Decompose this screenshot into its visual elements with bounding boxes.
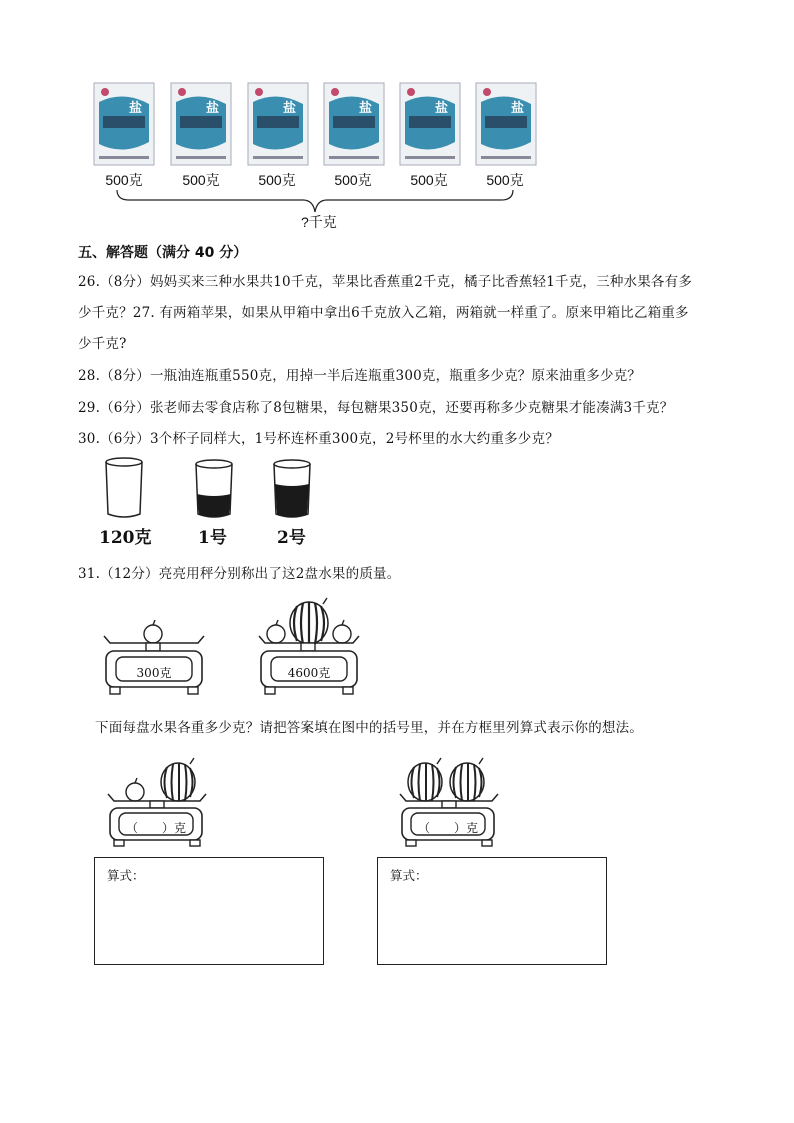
- cup-label: 1号: [198, 528, 227, 548]
- bag-weight-label: 500克: [486, 172, 524, 188]
- apple-icon: [267, 620, 285, 643]
- answer-box[interactable]: [94, 857, 324, 965]
- svg-text:盐: 盐: [359, 101, 373, 116]
- watermelon-icon: [290, 598, 328, 644]
- cup-1-icon: [196, 460, 232, 517]
- section-title: 五、解答题（满分 40 分）: [78, 245, 248, 261]
- apple-icon: [144, 620, 162, 643]
- salt-bag-image: [323, 82, 385, 166]
- salt-bag-image: [93, 82, 155, 166]
- scale-apple-figure: [98, 596, 210, 698]
- answer-box[interactable]: [377, 857, 607, 965]
- question-31-instruction: 下面每盘水果各重多少克？请把答案填在图中的括号里，并在方框里列算式表示你的想法。: [95, 720, 643, 736]
- apple-icon: [333, 620, 351, 643]
- question-28: 28.（8分）一瓶油连瓶重550克，用掉一半后连瓶重300克，瓶重多少克？原来油重多少克？: [78, 368, 642, 384]
- salt-bag-image: [170, 82, 232, 166]
- bag-weight-label: 500克: [105, 172, 143, 188]
- total-weight-label: ?千克: [301, 214, 337, 230]
- svg-text:盐: 盐: [435, 101, 449, 116]
- question-29: 29.（6分）张老师去零食店称了8包糖果，每包糖果350克，还要再称多少克糖果才能凑满3千克？: [78, 400, 674, 416]
- apple-icon: [126, 778, 144, 801]
- salt-bag-image: [247, 82, 309, 166]
- answer-scale-reading: （ ）克: [125, 821, 186, 835]
- question-31: 31.（12分）亮亮用秤分别称出了这2盘水果的质量。: [78, 566, 401, 582]
- svg-text:盐: 盐: [283, 101, 297, 116]
- scale-reading: 4600克: [287, 666, 331, 680]
- cup-label: 120克: [99, 528, 152, 548]
- answer-box-label: 算式：: [390, 868, 428, 883]
- bag-weight-label: 500克: [258, 172, 296, 188]
- watermelon-icon: [450, 758, 484, 801]
- svg-text:盐: 盐: [511, 101, 525, 116]
- question-26-line-1: 26.（8分）妈妈买来三种水果共10千克，苹果比香蕉重2千克，橘子比香蕉轻1千克，三种水果各有多: [78, 274, 693, 290]
- svg-text:盐: 盐: [129, 101, 143, 116]
- salt-bag-image: [399, 82, 461, 166]
- bag-weight-label: 500克: [182, 172, 220, 188]
- question-26-line-2: 少千克？27. 有两箱苹果，如果从甲箱中拿出6千克放入乙箱，两箱就一样重了。原来甲箱比乙箱重多: [78, 305, 689, 321]
- watermelon-icon: [161, 758, 195, 801]
- empty-cup-icon: [106, 458, 142, 517]
- scale-reading: 300克: [136, 666, 172, 680]
- watermelon-icon: [408, 758, 442, 801]
- cup-2-icon: [274, 460, 310, 517]
- bag-weight-label: 500克: [334, 172, 372, 188]
- svg-text:盐: 盐: [206, 101, 220, 116]
- answer-box-label: 算式：: [107, 868, 145, 883]
- question-26-line-3: 少千克?: [78, 336, 127, 352]
- answer-scale-reading: （ ）克: [417, 821, 478, 835]
- scale-watermelon-figure: [253, 596, 365, 698]
- salt-bag-image: [475, 82, 537, 166]
- cup-label: 2号: [277, 528, 306, 548]
- total-brace: [115, 188, 515, 214]
- bag-weight-label: 500克: [410, 172, 448, 188]
- question-30: 30.（6分）3个杯子同样大，1号杯连杯重300克，2号杯里的水大约重多少克？: [78, 431, 559, 447]
